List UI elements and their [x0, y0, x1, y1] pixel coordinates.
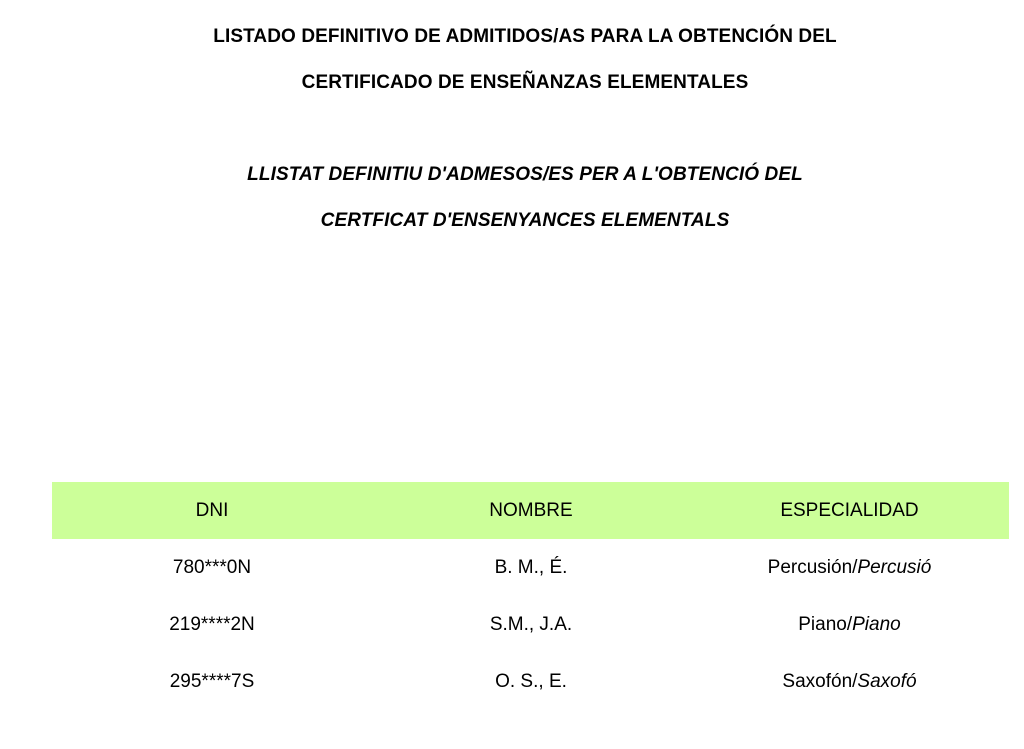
- especialidad-va: Saxofó: [857, 670, 917, 692]
- table-row: [52, 596, 1009, 653]
- table-row: [52, 539, 1009, 596]
- especialidad-es: Percusión/: [767, 556, 858, 578]
- nombre-cell: B. M., É.: [494, 556, 568, 578]
- especialidad-es: Piano/: [798, 613, 853, 635]
- dni-cell: 780***0N: [172, 556, 252, 578]
- column-header-dni: DNI: [195, 499, 229, 521]
- column-header-especialidad: ESPECIALIDAD: [780, 499, 919, 521]
- especialidad-cell: [690, 671, 1009, 693]
- column-header-nombre: NOMBRE: [489, 499, 573, 521]
- title-va-line-2: CERTFICAT D'ENSENYANCES ELEMENTALS: [320, 210, 730, 231]
- nombre-cell: S.M., J.A.: [489, 613, 573, 635]
- nombre-cell: O. S., E.: [495, 670, 567, 692]
- especialidad-cell: [690, 557, 1009, 579]
- table-row: [52, 653, 1009, 710]
- especialidad-es: Saxofón/: [782, 670, 858, 692]
- dni-cell: 219****2N: [169, 613, 255, 635]
- table-header-row: [52, 482, 1009, 539]
- dni-cell: 295****7S: [169, 670, 255, 692]
- title-es-line-2: CERTIFICADO DE ENSEÑANZAS ELEMENTALES: [301, 72, 749, 93]
- especialidad-va: Piano: [852, 613, 901, 635]
- title-es-line-1: LISTADO DEFINITIVO DE ADMITIDOS/AS PARA LA OBTENCIÓN DEL: [213, 26, 837, 47]
- title-va-line-1: LLISTAT DEFINITIU D'ADMESOS/ES PER A L'OBTENCIÓ DEL: [247, 164, 803, 185]
- especialidad-cell: [690, 614, 1009, 636]
- especialidad-va: Percusió: [857, 556, 932, 578]
- admitted-table: [52, 482, 1009, 710]
